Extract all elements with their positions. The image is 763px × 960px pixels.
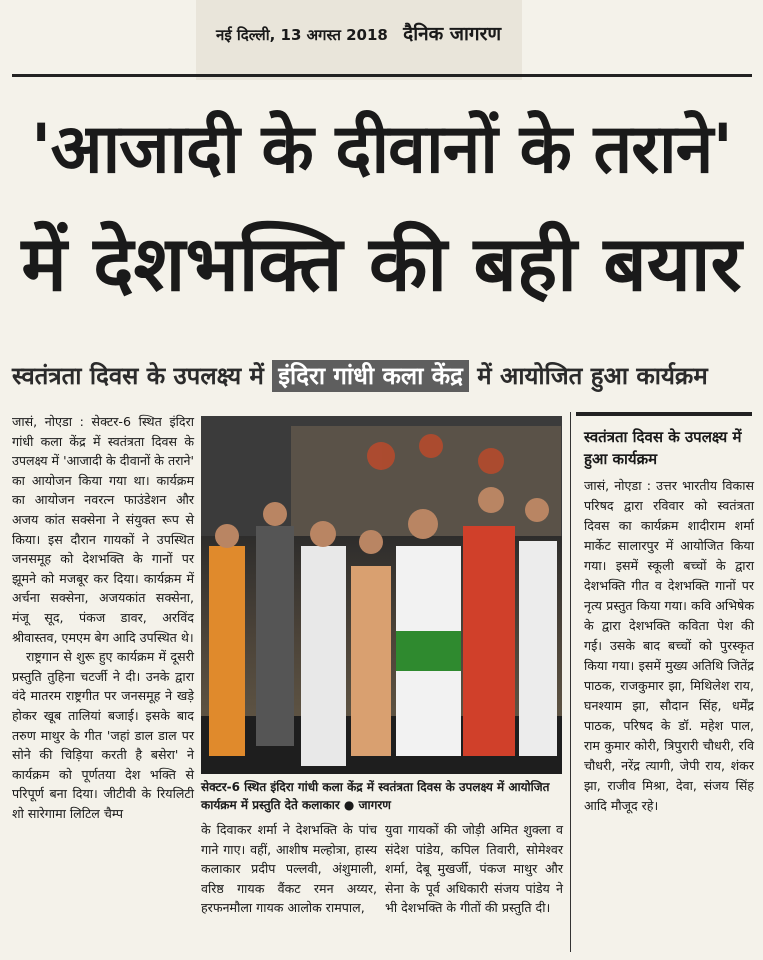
headline-line-1: 'आजादी के दीवानों के तराने' <box>30 110 733 189</box>
masthead <box>216 20 516 50</box>
subheadline-part-1: स्वतंत्रता दिवस के उपलक्ष्य में <box>12 362 264 390</box>
left-para-1: जासं, नोएडा : सेक्टर-6 स्थित इंदिरा गांधी कला केंद्र में स्वतंत्रता दिवस के उपलक्ष्य में 'आजादी के दीवानों के तराने' का आयोजन किया गया था। कार्यक्रम का आयोजन नवरत्न फाउंडेशन और अजय कांत सक्सेना ने संयुक्त रूप से किया। इस दौरान गायकों ने उपस्थित जनसमूह को देशभक्ति के गानों पर झूमने को मजबूर कर दिया। कार्यक्रम में अर्चना सक्सेना, अजयकांत सक्सेना, मंजू सूद, पंकज डावर, अरविंद श्रीवास्तव, एमएम बेग आदि उपस्थित थे। <box>12 414 194 645</box>
dateline: नई दिल्ली, 13 अगस्त 2018 <box>216 26 388 44</box>
left-column <box>12 412 194 823</box>
subheadline <box>12 354 752 398</box>
bottom-column-2: युवा गायकों की जोड़ी अमित शुक्ला व संदेश पांडेय, कपिल तिवारी, सोमेश्वर शर्मा, देबू मुखर्जी, पंकज माथुर और सेना के पूर्व अधिकारी संजय पांडेय ने भी देशभक्ति के गीतों की प्रस्तुति दी। <box>385 822 563 916</box>
stage-performers-illustration <box>201 416 562 774</box>
headline-line-2: में देशभक्ति की बही बयार <box>21 219 742 308</box>
subheadline-part-2: में आयोजित हुआ कार्यक्रम <box>477 362 708 390</box>
sidebar-heading: स्वतंत्रता दिवस के उपलक्ष्य में हुआ कार्यक्रम <box>584 428 742 468</box>
newspaper-name: दैनिक जागरण <box>403 23 502 45</box>
bottom-column-1: के दिवाकर शर्मा ने देशभक्ति के पांच गाने गाए। वहीं, आशीष मल्होत्रा, हास्य कलाकार प्रदीप पल्लवी, अंशुमाली, वरिष्ठ गायक वैंकट रमन अय्यर, हरफनमौला गायक आलोक रामपाल, <box>201 822 377 916</box>
event-photo <box>201 416 562 774</box>
photo-caption: सेक्टर-6 स्थित इंदिरा गांधी कला केंद्र में स्वतंत्रता दिवस के उपलक्ष्य में आयोजित कार्यक्रम में प्रस्तुति देते कलाकार ● जागरण <box>201 780 550 812</box>
left-para-2: राष्ट्रगान से शुरू हुए कार्यक्रम में दूसरी प्रस्तुति तुहिना चटर्जी ने दी। उनके द्वारा वंदे मातरम राष्ट्रगीत पर जनसमूह ने खड़े होकर खूब तालियां बजाई। इसके बाद तरुण माथुर के गीत 'जहां डाल डाल पर सोने की चिड़िया करती है बसेरा' ने कार्यक्रम को पूर्णतया देश भक्ति से परिपूर्ण बना दिया। जीटीवी के रियलिटी शो सारेगामा लिटिल चैम्प <box>12 649 194 821</box>
subheadline-highlight: इंदिरा गांधी कला केंद्र <box>272 360 469 392</box>
top-rule <box>12 74 752 77</box>
sidebar-top-rule <box>576 412 752 416</box>
sidebar-divider <box>570 412 571 952</box>
sidebar-body: जासं, नोएडा : उत्तर भारतीय विकास परिषद द्वारा रविवार को स्वतंत्रता दिवस का कार्यक्रम शादीराम शर्मा मार्केट सालारपुर में आयोजित किया गया। इसमें स्कूली बच्चों के द्वारा देशभक्ति गीत व देशभक्ति गानों पर नृत्य प्रस्तुत किया गया। कवि अभिषेक के द्वारा देशभक्ति कविता पेश की गई। उसके बाद बच्चों को पुरस्कृत किया गया। इसमें मुख्य अतिथि जितेंद्र पाठक, राजकुमार झा, मिथिलेश राय, घनश्याम झा, सौदान सिंह, धर्मेंद्र पाठक, परिषद के डॉ. महेश पाल, राम कुमार कोरी, त्रिपुरारी चौधरी, रवि चौधरी, नरेंद्र त्यागी, जेपी राय, शंकर झा, राजीव मिश्रा, देवा, संजय सिंह आदि मौजूद रहे। <box>584 478 754 813</box>
